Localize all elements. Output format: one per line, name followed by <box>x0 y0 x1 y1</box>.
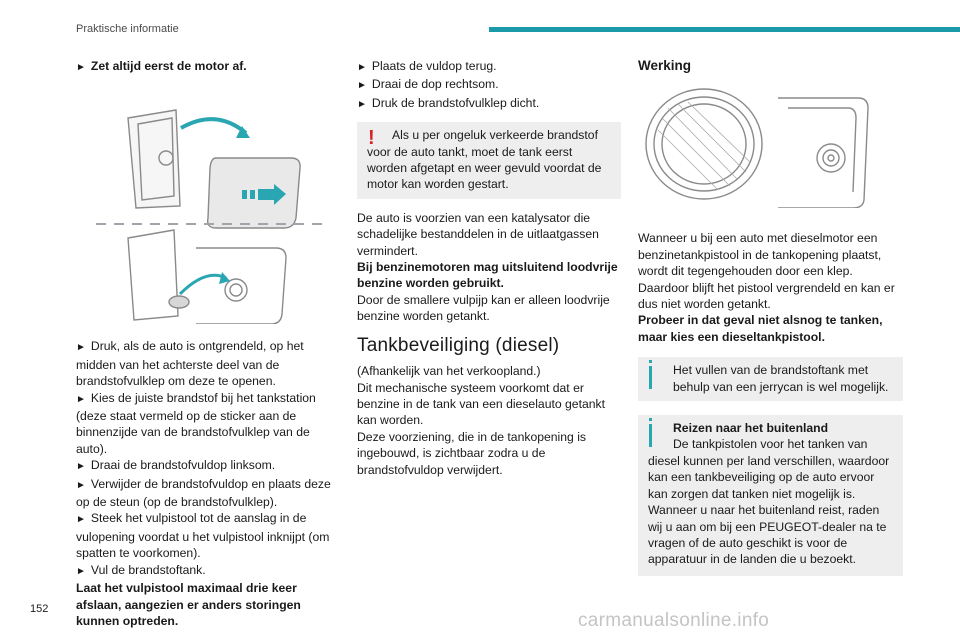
fuel-flap-illustration <box>76 88 338 324</box>
step-item: ► Druk, als de auto is ontgrendeld, op het midden van het achterste deel van de brandstofvulklep om deze te openen. <box>76 339 304 389</box>
nozzle-warning: Laat het vulpistool maximaal drie keer afslaan, aangezien er anders storingen kunnen optreden. <box>76 581 301 628</box>
page-number: 152 <box>30 603 49 615</box>
filler-neck-illustration <box>638 88 903 208</box>
arrow-bullet-icon: ► <box>76 62 86 73</box>
intro-step: ► Zet altijd eerst de motor af. <box>76 59 247 73</box>
page-header-title: Praktische informatie <box>76 23 179 35</box>
catalyst-info: De auto is voorzien van een katalysator die schadelijke bestanddelen in de uitlaatgassen vermindert. Bij benzinemotoren mag uitsluitend loodvrije benzine worden gebruikt. Door de smallere vulpijp kan er alleen loodvrije benzine worden getankt. <box>357 210 618 324</box>
step-item: ► Draai de dop rechtsom. <box>357 77 499 92</box>
warning-exclamation-icon: ! <box>368 127 375 150</box>
flap-open-illustration <box>128 110 300 228</box>
header-accent-bar <box>489 27 960 32</box>
rotate-arrow-icon <box>181 120 246 134</box>
step-item: ► Vul de brandstoftank. <box>76 562 206 577</box>
jerrycan-info-box: Het vullen van de brandstoftank met behulp van een jerrycan is wel mogelijk. <box>638 357 903 401</box>
column-left <box>76 58 338 629</box>
info-icon <box>649 424 652 447</box>
watermark: carmanualsonline.info <box>578 610 770 631</box>
procedure-list <box>76 338 338 629</box>
werking-description: Wanneer u bij een auto met dieselmotor een benzinetankpistool in de tankopening plaatst, wordt dit tegengehouden door een klep. Daardoor blijft het pistool vergrendeld en kan er dus niet worden getankt. Probeer in dat geval niet alsnog te tanken, maar kies een dieseltankpistool. <box>638 231 895 344</box>
step-item: ► Steek het vulpistool tot de aanslag in de vulopening voordat u het vulpistool inknijpt (om spatten te voorkomen). <box>76 511 330 561</box>
info-icon <box>649 366 652 389</box>
column-middle: ► Plaats de vuldop terug. ► Draai de dop rechtsom. ► Druk de brandstofvulklep dicht. ! Als u per ongeluk verkeerde brandstof voor de auto tankt, moet de tank eerst worden afgetapt en weer gevuld voordat de motor kan worden gestart. De auto is voorzien van een katalysator die schadelijke bestanddelen in de uitlaatgassen vermindert. Bij benzinemotoren mag uitsluitend loodvrije benzine worden gebruikt. Door de smallere vulpijp kan er alleen loodvrije benzine worden getankt. Tankbeveiliging (diesel) (Afhankelijk van het verkoopland.) Dit mechanische systeem voorkomt dat er benzine in de tank van een dieselauto getankt kan worden. Deze voorziening, die in de tankopening is ingebouwd, is zichtbaar zodra u de brandstofvuldop verwijdert. <box>357 58 621 478</box>
step-item: ► Druk de brandstofvulklep dicht. <box>357 95 540 110</box>
wrong-fuel-warning-box: ! Als u per ongeluk verkeerde brandstof voor de auto tankt, moet de tank eerst worden afgetapt en weer gevuld voordat de motor kan worden gestart. <box>357 122 621 199</box>
section-title-diesel-lock: Tankbeveiliging (diesel) <box>357 334 560 356</box>
subsection-title-werking: Werking <box>638 58 692 73</box>
step-item: ► Verwijder de brandstofvuldop en plaats deze op de steun (op de brandstofvulklep). <box>76 476 331 510</box>
column-right <box>638 58 903 576</box>
step-item: ► Draai de brandstofvuldop linksom. <box>76 458 276 473</box>
abroad-info-box: Reizen naar het buitenland De tankpistolen voor het tanken van diesel kunnen per land verschillen, waardoor kan een tankbeveiliging op de auto ervoor kan zorgen dat tanken niet mogelijk is. Wanneer u naar het buitenland reist, raden wij u aan om bij een PEUGEOT-dealer na te vragen of de auto geschikt is voor de apparatuur in de landen die u bezoekt. <box>638 415 903 576</box>
step-item: ► Plaats de vuldop terug. <box>357 59 497 73</box>
step-item: ► Kies de juiste brandstof bij het tankstation (deze staat vermeld op de sticker aan de binnenzijde van de brandstofvulklep van de auto). <box>76 390 316 456</box>
